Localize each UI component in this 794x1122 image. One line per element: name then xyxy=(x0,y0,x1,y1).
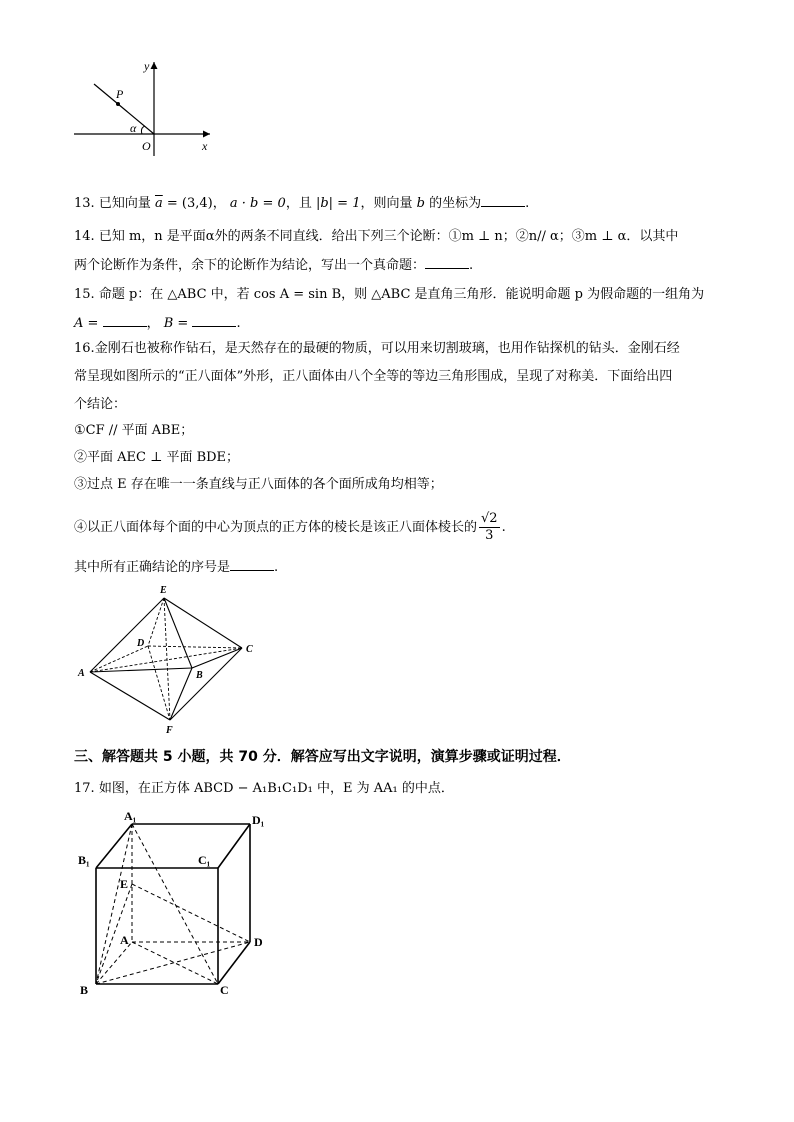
vector-b: b xyxy=(416,196,425,211)
conclusion-3: ③过点 E 存在唯一一条直线与正八面体的各个面所成角均相等； xyxy=(74,477,443,492)
vertex-d-label: D xyxy=(254,935,263,949)
x-axis-label: x xyxy=(202,139,208,153)
answer-blank[interactable] xyxy=(481,194,525,207)
question-14-cont: 两个论断作为条件，余下的论断作为结论，写出一个真命题： . xyxy=(74,258,474,273)
vertex-d1-label: D₁ xyxy=(252,813,265,827)
conclusion-4: ④以正八面体每个面的中心为顶点的正方体的棱长是该正八面体棱长的 $\frac{√2}{3}$ . xyxy=(74,511,506,543)
vertex-b-label: B xyxy=(80,983,89,997)
question-15: 15. 命题 p：在 △ABC 中，若 cos A = sin B，则 △ABC 是直角三角形．能说明命题 p 为假命题的一组角为 xyxy=(74,287,705,302)
question-13: 13. 已知向量 $\overline{a} = (3,4)$， a · b = 0，且 |b| = 1，则向量 b 的坐标为 . xyxy=(74,196,530,211)
answer-blank-b[interactable] xyxy=(192,314,236,327)
vertex-c-label: C xyxy=(246,644,253,655)
alpha-label: α xyxy=(130,121,137,135)
origin-label: O xyxy=(142,139,151,153)
question-14: 14. 已知 m，n 是平面α外的两条不同直线．给出下列三个论断：①m ⊥ n；②n// α；③m ⊥ α．以其中 xyxy=(74,229,679,244)
y-axis-label: y xyxy=(144,59,150,73)
vertex-c1-label: C₁ xyxy=(198,853,211,867)
angle-arc xyxy=(141,126,145,134)
conclusion-2: ②平面 AEC ⊥ 平面 BDE； xyxy=(74,450,240,465)
fraction-sqrt2-over-3: $\frac{√2}{3}$ xyxy=(481,511,498,543)
vector-a: $\overline{a}$ xyxy=(154,196,163,211)
question-16: 16.金刚石也被称作钻石，是天然存在的最硬的物质，可以用来切割玻璃，也用作钻探机的钻头．金刚石经 xyxy=(74,341,680,356)
vertex-c-label: C xyxy=(220,983,229,997)
answer-blank[interactable] xyxy=(230,558,274,571)
vertex-f-label: F xyxy=(166,725,173,736)
question-16-p3: 个结论： xyxy=(74,397,127,412)
vertex-d-label: D xyxy=(137,638,145,649)
vertex-e-label: E xyxy=(160,585,167,596)
q13-number: 13. xyxy=(74,196,95,211)
answer-blank[interactable] xyxy=(425,256,469,269)
question-16-ask: 其中所有正确结论的序号是 . xyxy=(74,560,279,575)
vertex-a-label: A xyxy=(120,933,129,947)
vertex-b1-label: B₁ xyxy=(78,853,90,867)
angle-figure xyxy=(70,58,220,158)
cube-figure xyxy=(74,808,284,1000)
vertex-a1-label: A₁ xyxy=(124,809,137,823)
answer-blank-a[interactable] xyxy=(103,314,147,327)
p-label: P xyxy=(116,87,124,101)
section-3-heading: 三、解答题共 5 小题，共 70 分．解答应写出文字说明，演算步骤或证明过程． xyxy=(74,749,571,765)
question-17: 17. 如图，在正方体 ABCD − A₁B₁C₁D₁ 中，E 为 AA₁ 的中点． xyxy=(74,781,454,796)
question-16-p2: 常呈现如图所示的“正八面体”外形，正八面体由八个全等的等边三角形围成，呈现了对称美．下面给出四 xyxy=(74,369,673,384)
conclusion-1: ①CF // 平面 ABE； xyxy=(74,423,194,438)
vertex-b-label: B xyxy=(196,670,203,681)
octahedron-figure xyxy=(76,580,266,740)
point-p xyxy=(116,102,120,106)
vertex-e-label: E xyxy=(120,877,129,891)
question-15-cont: A = ， B = . xyxy=(74,316,241,331)
vertex-a-label: A xyxy=(78,668,85,679)
